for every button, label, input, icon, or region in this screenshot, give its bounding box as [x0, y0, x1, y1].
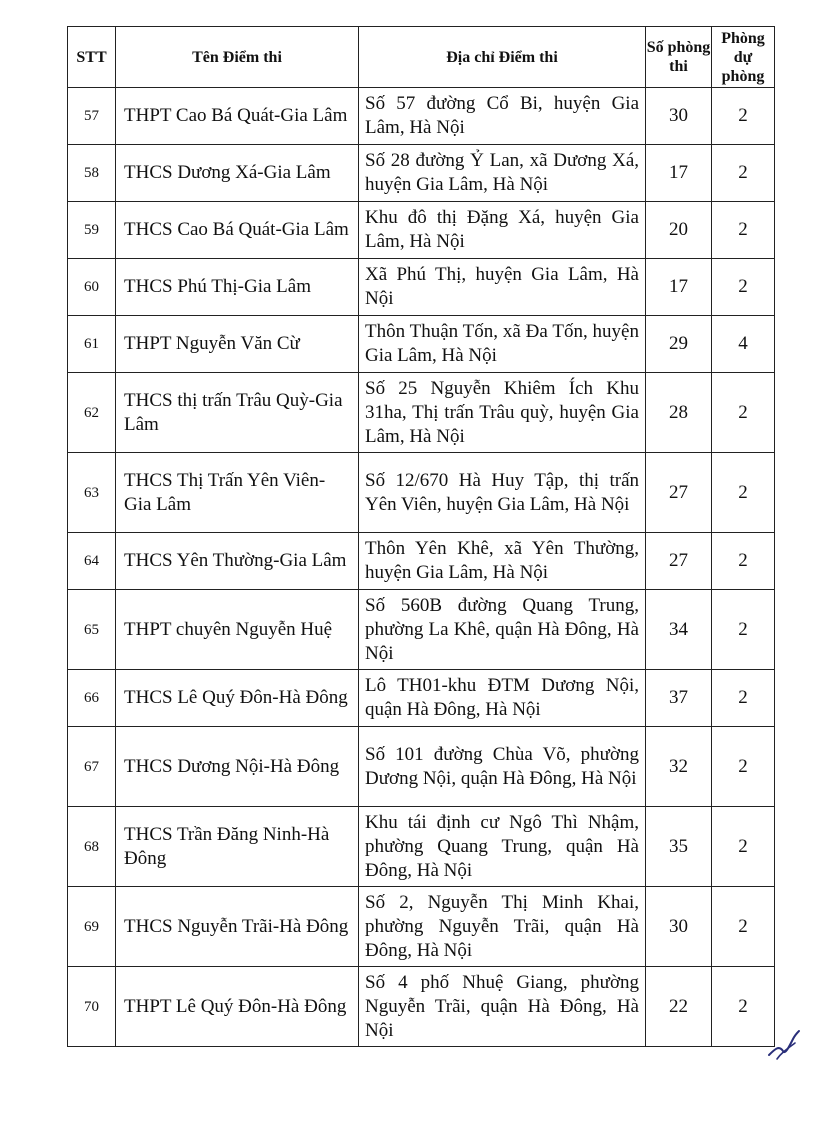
venue-name: THCS thị trấn Trâu Quỳ-Gia Lâm [116, 373, 359, 453]
venue-address: Khu đô thị Đặng Xá, huyện Gia Lâm, Hà Nội [359, 202, 646, 259]
signature-mark [765, 1025, 805, 1065]
table-row [68, 373, 775, 453]
venue-address: Số 2, Nguyễn Thị Minh Khai, phường Nguyễn Trãi, quận Hà Đông, Hà Nội [359, 887, 646, 967]
exam-room-count: 22 [646, 967, 712, 1047]
row-stt: 64 [68, 533, 116, 590]
reserve-room-count: 2 [712, 807, 775, 887]
venue-address: Thôn Yên Khê, xã Yên Thường, huyện Gia Lâm, Hà Nội [359, 533, 646, 590]
reserve-room-count: 2 [712, 373, 775, 453]
reserve-room-count: 2 [712, 727, 775, 807]
row-stt: 66 [68, 670, 116, 727]
exam-room-count: 37 [646, 670, 712, 727]
reserve-room-count: 2 [712, 202, 775, 259]
reserve-room-count: 2 [712, 533, 775, 590]
header-reserve-rooms: Phòng dự phòng [712, 27, 775, 88]
table-row [68, 727, 775, 807]
table-row [68, 453, 775, 533]
venue-name: THCS Thị Trấn Yên Viên-Gia Lâm [116, 453, 359, 533]
table-row [68, 202, 775, 259]
venue-name: THPT Cao Bá Quát-Gia Lâm [116, 88, 359, 145]
venue-name: THPT Lê Quý Đôn-Hà Đông [116, 967, 359, 1047]
venue-name: THPT Nguyễn Văn Cừ [116, 316, 359, 373]
venue-address: Số 4 phố Nhuệ Giang, phường Nguyễn Trãi, quận Hà Đông, Hà Nội [359, 967, 646, 1047]
reserve-room-count: 2 [712, 967, 775, 1047]
table-header-row [68, 27, 775, 88]
venue-address: Thôn Thuận Tốn, xã Đa Tốn, huyện Gia Lâm, Hà Nội [359, 316, 646, 373]
row-stt: 67 [68, 727, 116, 807]
reserve-room-count: 2 [712, 590, 775, 670]
exam-room-count: 30 [646, 887, 712, 967]
reserve-room-count: 2 [712, 88, 775, 145]
exam-room-count: 35 [646, 807, 712, 887]
header-venue-address: Địa chỉ Điểm thi [359, 27, 646, 88]
exam-room-count: 28 [646, 373, 712, 453]
venue-address: Số 57 đường Cổ Bi, huyện Gia Lâm, Hà Nội [359, 88, 646, 145]
row-stt: 61 [68, 316, 116, 373]
venue-address: Lô TH01-khu ĐTM Dương Nội, quận Hà Đông, Hà Nội [359, 670, 646, 727]
exam-room-count: 27 [646, 533, 712, 590]
venue-name: THCS Dương Xá-Gia Lâm [116, 145, 359, 202]
venue-name: THCS Cao Bá Quát-Gia Lâm [116, 202, 359, 259]
reserve-room-count: 2 [712, 259, 775, 316]
exam-room-count: 17 [646, 145, 712, 202]
exam-venues-table [67, 26, 775, 1047]
row-stt: 70 [68, 967, 116, 1047]
exam-room-count: 20 [646, 202, 712, 259]
row-stt: 69 [68, 887, 116, 967]
reserve-room-count: 2 [712, 453, 775, 533]
venue-address: Số 12/670 Hà Huy Tập, thị trấn Yên Viên, huyện Gia Lâm, Hà Nội [359, 453, 646, 533]
reserve-room-count: 2 [712, 670, 775, 727]
venue-name: THCS Nguyễn Trãi-Hà Đông [116, 887, 359, 967]
row-stt: 58 [68, 145, 116, 202]
header-exam-rooms: Số phòng thi [646, 27, 712, 88]
table-row [68, 88, 775, 145]
venue-name: THCS Dương Nội-Hà Đông [116, 727, 359, 807]
exam-room-count: 30 [646, 88, 712, 145]
exam-room-count: 17 [646, 259, 712, 316]
header-venue-name: Tên Điểm thi [116, 27, 359, 88]
table-row [68, 145, 775, 202]
exam-room-count: 32 [646, 727, 712, 807]
row-stt: 63 [68, 453, 116, 533]
header-stt: STT [68, 27, 116, 88]
exam-room-count: 27 [646, 453, 712, 533]
row-stt: 68 [68, 807, 116, 887]
exam-room-count: 29 [646, 316, 712, 373]
table-row [68, 967, 775, 1047]
table-row [68, 807, 775, 887]
venue-address: Số 560B đường Quang Trung, phường La Khê, quận Hà Đông, Hà Nội [359, 590, 646, 670]
venue-name: THCS Trần Đăng Ninh-Hà Đông [116, 807, 359, 887]
table-row [68, 533, 775, 590]
venue-name: THCS Lê Quý Đôn-Hà Đông [116, 670, 359, 727]
table-row [68, 887, 775, 967]
venue-address: Số 101 đường Chùa Võ, phường Dương Nội, quận Hà Đông, Hà Nội [359, 727, 646, 807]
row-stt: 62 [68, 373, 116, 453]
row-stt: 57 [68, 88, 116, 145]
table-row [68, 670, 775, 727]
venue-address: Khu tái định cư Ngô Thì Nhậm, phường Quang Trung, quận Hà Đông, Hà Nội [359, 807, 646, 887]
row-stt: 60 [68, 259, 116, 316]
venue-address: Số 28 đường Ỷ Lan, xã Dương Xá, huyện Gia Lâm, Hà Nội [359, 145, 646, 202]
table-row [68, 316, 775, 373]
reserve-room-count: 2 [712, 887, 775, 967]
reserve-room-count: 2 [712, 145, 775, 202]
row-stt: 65 [68, 590, 116, 670]
exam-room-count: 34 [646, 590, 712, 670]
row-stt: 59 [68, 202, 116, 259]
venue-address: Xã Phú Thị, huyện Gia Lâm, Hà Nội [359, 259, 646, 316]
table-row [68, 590, 775, 670]
venue-name: THCS Yên Thường-Gia Lâm [116, 533, 359, 590]
venue-name: THPT chuyên Nguyễn Huệ [116, 590, 359, 670]
venue-address: Số 25 Nguyễn Khiêm Ích Khu 31ha, Thị trấn Trâu quỳ, huyện Gia Lâm, Hà Nội [359, 373, 646, 453]
table-body [68, 88, 775, 1047]
reserve-room-count: 4 [712, 316, 775, 373]
venue-name: THCS Phú Thị-Gia Lâm [116, 259, 359, 316]
table-row [68, 259, 775, 316]
